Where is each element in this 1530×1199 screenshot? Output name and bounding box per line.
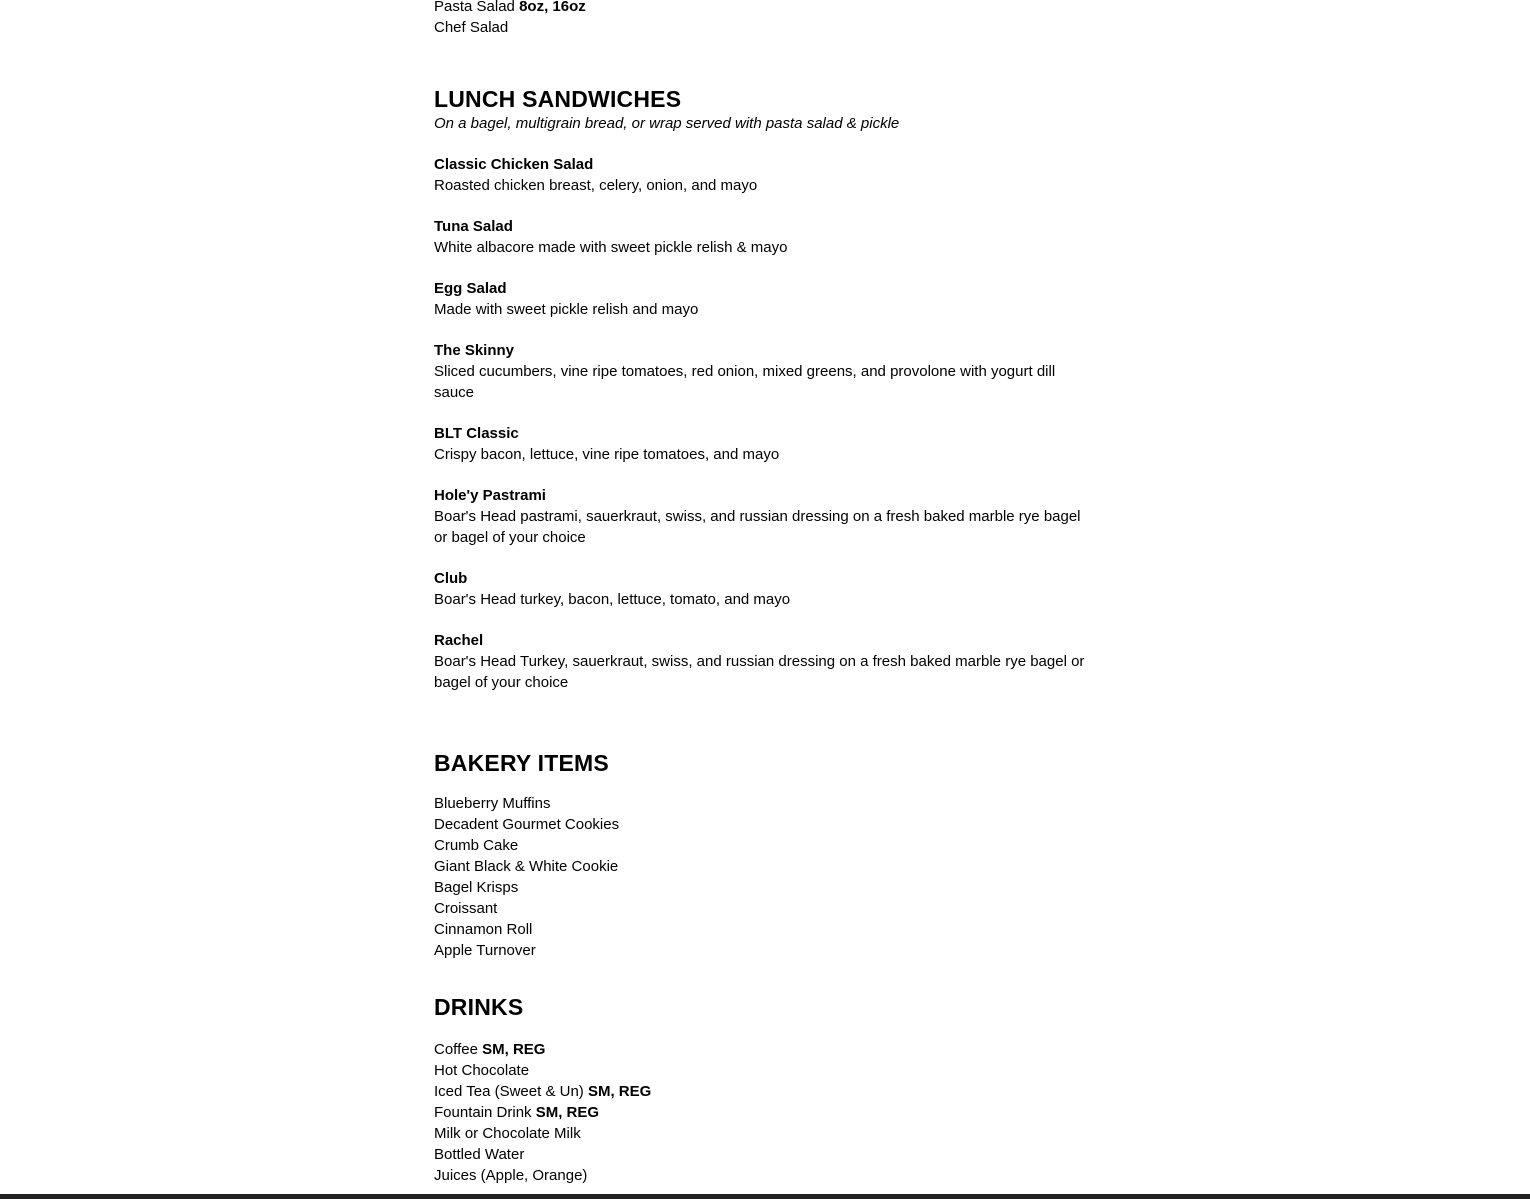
menu-item (434, 568, 1094, 610)
menu-line (434, 1060, 1094, 1081)
section-subtitle: On a bagel, multigrain bread, or wrap served with pasta salad & pickle (434, 115, 900, 132)
menu-line (434, 1165, 1094, 1186)
item-sizes: SM, REG (535, 1104, 600, 1121)
menu-item (434, 278, 1094, 320)
item-name: Fountain Drink (434, 1104, 532, 1121)
bakery-section (434, 749, 1094, 961)
list-item: Cinnamon Roll (434, 921, 533, 938)
item-name: Bottled Water (434, 1146, 525, 1163)
menu-item (434, 340, 1094, 403)
item-description: White albacore made with sweet pickle relish & mayo (434, 239, 788, 256)
menu-item (434, 216, 1094, 258)
menu-line (434, 1039, 1094, 1060)
item-description: Sliced cucumbers, vine ripe tomatoes, red onion, mixed greens, and provolone with yogurt dill sauce (434, 363, 1056, 401)
item-description: Boar's Head pastrami, sauerkraut, swiss, and russian dressing on a fresh baked marble rye bagel or bagel of your choice (434, 508, 1081, 546)
menu-line (434, 1123, 1094, 1144)
item-name: Hole'y Pastrami (434, 487, 546, 504)
lunch-section (434, 85, 1094, 693)
menu-line (434, 1144, 1094, 1165)
item-name: Milk or Chocolate Milk (434, 1125, 581, 1142)
menu-line (434, 1081, 1094, 1102)
drinks-section (434, 993, 1094, 1186)
item-sizes: 8oz, 16oz (519, 0, 586, 15)
list-item: Giant Black & White Cookie (434, 858, 619, 875)
item-description: Made with sweet pickle relish and mayo (434, 301, 699, 318)
list-item: Crumb Cake (434, 837, 519, 854)
item-name: Tuna Salad (434, 218, 513, 235)
item-name: Egg Salad (434, 280, 507, 297)
list-item: Croissant (434, 900, 498, 917)
menu-item (434, 485, 1094, 548)
menu-item (434, 154, 1094, 196)
item-name: The Skinny (434, 342, 515, 359)
item-name: Pasta Salad (434, 0, 515, 15)
menu-line (434, 1102, 1094, 1123)
item-name: Club (434, 570, 468, 587)
item-name: Juices (Apple, Orange) (434, 1167, 588, 1184)
item-name: Hot Chocolate (434, 1062, 530, 1079)
section-title: LUNCH SANDWICHES (434, 86, 682, 112)
item-name: Coffee (434, 1041, 478, 1058)
section-title: BAKERY ITEMS (434, 750, 609, 776)
menu-content (434, 0, 1094, 1186)
item-name: Iced Tea (Sweet & Un) (434, 1083, 584, 1100)
list-item: Blueberry Muffins (434, 795, 551, 812)
salads-list (434, 0, 1094, 38)
item-description: Boar's Head Turkey, sauerkraut, swiss, and russian dressing on a fresh baked marble rye bagel or bagel of your choice (434, 653, 1085, 691)
menu-line (434, 17, 1094, 38)
bottom-divider (0, 1194, 1530, 1199)
item-sizes: SM, REG (482, 1041, 546, 1058)
item-name: Rachel (434, 632, 484, 649)
section-title: DRINKS (434, 994, 524, 1020)
menu-line (434, 0, 1094, 17)
item-name: BLT Classic (434, 425, 519, 442)
list-item: Apple Turnover (434, 942, 536, 959)
item-description: Roasted chicken breast, celery, onion, and mayo (434, 177, 758, 194)
item-name: Classic Chicken Salad (434, 156, 594, 173)
item-description: Crispy bacon, lettuce, vine ripe tomatoes, and mayo (434, 446, 780, 463)
list-item: Bagel Krisps (434, 879, 519, 896)
menu-item (434, 423, 1094, 465)
item-description: Boar's Head turkey, bacon, lettuce, tomato, and mayo (434, 591, 791, 608)
item-sizes: SM, REG (587, 1083, 652, 1100)
menu-item (434, 630, 1094, 693)
item-name: Chef Salad (434, 19, 509, 36)
list-item: Decadent Gourmet Cookies (434, 816, 620, 833)
